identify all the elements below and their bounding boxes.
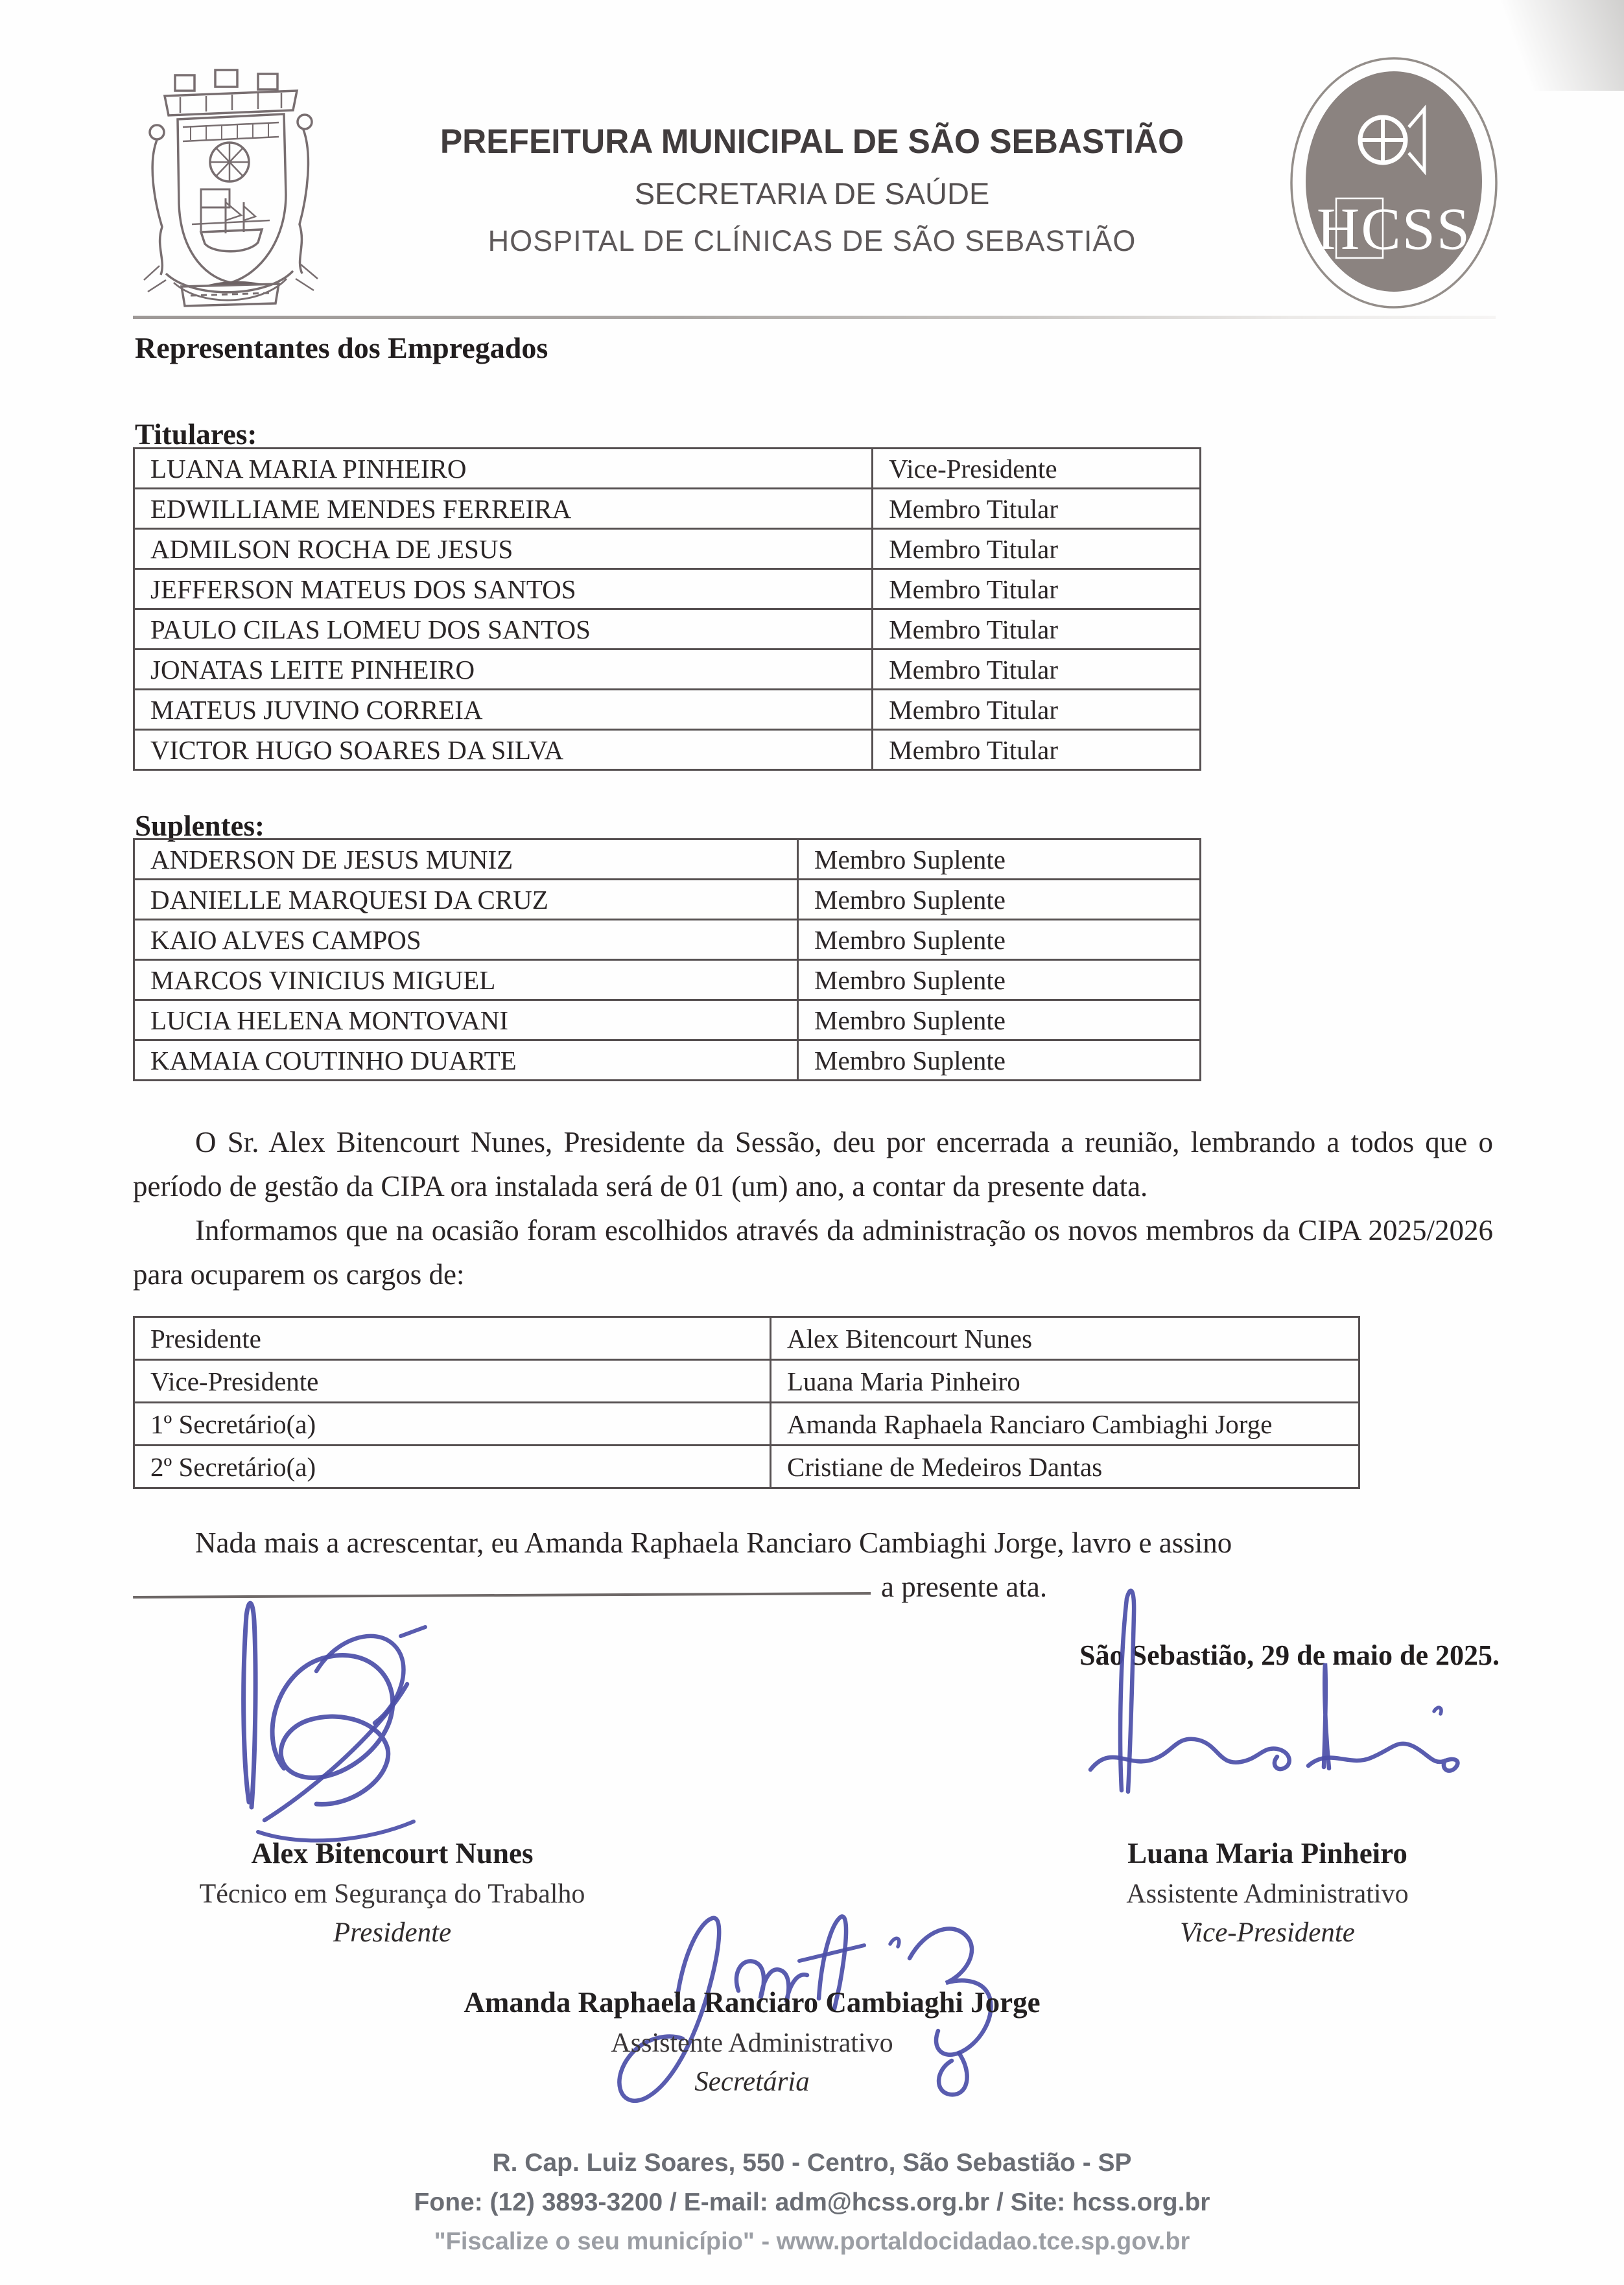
member-name-cell: JEFFERSON MATEUS DOS SANTOS xyxy=(134,569,873,609)
paragraph: O Sr. Alex Bitencourt Nunes, Presidente da Sessão, deu por encerrada a reunião, lembrando a todos que o período de gestão da CIPA ora instalada será de 01 (um) ano, a contar da presente data. xyxy=(133,1126,1493,1202)
footer xyxy=(0,2143,1624,2262)
member-role-cell: Membro Suplente xyxy=(798,839,1201,880)
cargos-table xyxy=(133,1316,1360,1489)
logo-text: HCSS xyxy=(1316,196,1472,262)
table-row xyxy=(134,1360,1359,1403)
table-row xyxy=(134,449,1201,489)
member-name-cell: JONATAS LEITE PINHEIRO xyxy=(134,650,873,690)
footer-slogan: "Fiscalize o seu município" - www.portaldocidadao.tce.sp.gov.br xyxy=(434,2228,1190,2255)
member-role-cell: Membro Titular xyxy=(873,690,1201,730)
signature-alex xyxy=(187,1574,491,1859)
table-row xyxy=(134,609,1201,650)
municipal-coat-of-arms-icon xyxy=(128,57,336,323)
body-paragraphs xyxy=(133,1120,1493,1296)
table-row xyxy=(134,569,1201,609)
cargo-cell: 1º Secretário(a) xyxy=(134,1403,771,1446)
cargo-cell: Vice-Presidente xyxy=(134,1360,771,1403)
table-row xyxy=(134,650,1201,690)
table-row xyxy=(134,920,1201,960)
signature-block-vice-presidente xyxy=(998,1836,1536,1949)
member-role-cell: Membro Titular xyxy=(873,730,1201,770)
paragraph: Informamos que na ocasião foram escolhidos através da administração os novos membros da CIPA 2025/2026 para ocuparem os cargos de: xyxy=(133,1214,1493,1291)
member-name-cell: MARCOS VINICIUS MIGUEL xyxy=(134,960,798,1000)
member-name-cell: LUCIA HELENA MONTOVANI xyxy=(134,1000,798,1040)
nome-cell: Amanda Raphaela Ranciaro Cambiaghi Jorge xyxy=(771,1403,1359,1446)
table-row xyxy=(134,960,1201,1000)
titulares-table xyxy=(133,447,1201,771)
signer-name: Alex Bitencourt Nunes xyxy=(251,1837,534,1869)
table-row xyxy=(134,690,1201,730)
member-role-cell: Membro Suplente xyxy=(798,920,1201,960)
member-name-cell: DANIELLE MARQUESI DA CRUZ xyxy=(134,880,798,920)
member-name-cell: ANDERSON DE JESUS MUNIZ xyxy=(134,839,798,880)
org-subtitle: SECRETARIA DE SAÚDE xyxy=(634,176,990,211)
member-name-cell: KAIO ALVES CAMPOS xyxy=(134,920,798,960)
member-role-cell: Membro Titular xyxy=(873,650,1201,690)
signer-name: Amanda Raphaela Ranciaro Cambiaghi Jorge xyxy=(464,1986,1041,2019)
member-role-cell: Membro Titular xyxy=(873,489,1201,529)
nome-cell: Alex Bitencourt Nunes xyxy=(771,1317,1359,1360)
table-row xyxy=(134,839,1201,880)
signer-name: Luana Maria Pinheiro xyxy=(1127,1837,1407,1869)
member-name-cell: ADMILSON ROCHA DE JESUS xyxy=(134,529,873,569)
signer-title: Presidente xyxy=(333,1917,452,1948)
signature-block-secretaria xyxy=(441,1986,1063,2098)
footer-contact: Fone: (12) 3893-3200 / E-mail: adm@hcss.org.br / Site: hcss.org.br xyxy=(414,2188,1210,2216)
member-name-cell: EDWILLIAME MENDES FERREIRA xyxy=(134,489,873,529)
signer-role: Técnico em Segurança do Trabalho xyxy=(199,1879,585,1909)
cargo-cell: 2º Secretário(a) xyxy=(134,1446,771,1488)
table-row xyxy=(134,1403,1359,1446)
member-name-cell: LUANA MARIA PINHEIRO xyxy=(134,449,873,489)
table-row xyxy=(134,489,1201,529)
table-row xyxy=(134,880,1201,920)
org-title: PREFEITURA MUNICIPAL DE SÃO SEBASTIÃO xyxy=(440,123,1184,161)
table-row xyxy=(134,1040,1201,1081)
table-row xyxy=(134,1317,1359,1360)
signer-title: Vice-Presidente xyxy=(1180,1917,1355,1948)
member-name-cell: VICTOR HUGO SOARES DA SILVA xyxy=(134,730,873,770)
member-role-cell: Membro Suplente xyxy=(798,960,1201,1000)
signer-role: Assistente Administrativo xyxy=(1126,1879,1409,1909)
signature-block-presidente xyxy=(133,1836,652,1949)
member-role-cell: Membro Titular xyxy=(873,569,1201,609)
member-role-cell: Membro Suplente xyxy=(798,880,1201,920)
member-role-cell: Membro Titular xyxy=(873,609,1201,650)
titulares-label: Titulares: xyxy=(135,418,257,451)
member-name-cell: PAULO CILAS LOMEU DOS SANTOS xyxy=(134,609,873,650)
date-line: São Sebastião, 29 de maio de 2025. xyxy=(1079,1639,1500,1671)
member-name-cell: KAMAIA COUTINHO DUARTE xyxy=(134,1040,798,1081)
member-name-cell: MATEUS JUVINO CORREIA xyxy=(134,690,873,730)
member-role-cell: Membro Suplente xyxy=(798,1040,1201,1081)
table-row xyxy=(134,1000,1201,1040)
closing-line-text: a presente ata. xyxy=(881,1571,1048,1603)
hcss-logo xyxy=(1286,54,1502,316)
signer-role: Assistente Administrativo xyxy=(611,2028,893,2058)
letterhead xyxy=(334,122,1290,258)
signature-luana xyxy=(1071,1571,1479,1805)
suplentes-label: Suplentes: xyxy=(135,810,265,842)
member-role-cell: Vice-Presidente xyxy=(873,449,1201,489)
nome-cell: Cristiane de Medeiros Dantas xyxy=(771,1446,1359,1488)
closing-line: Nada mais a acrescentar, eu Amanda Raphaela Ranciaro Cambiaghi Jorge, lavro e assino xyxy=(195,1527,1232,1559)
header-divider xyxy=(133,316,1496,319)
cargo-cell: Presidente xyxy=(134,1317,771,1360)
table-row xyxy=(134,529,1201,569)
nome-cell: Luana Maria Pinheiro xyxy=(771,1360,1359,1403)
footer-address: R. Cap. Luiz Soares, 550 - Centro, São Sebastião - SP xyxy=(492,2149,1132,2177)
member-role-cell: Membro Titular xyxy=(873,529,1201,569)
member-role-cell: Membro Suplente xyxy=(798,1000,1201,1040)
org-subtitle-2: HOSPITAL DE CLÍNICAS DE SÃO SEBASTIÃO xyxy=(488,224,1136,257)
suplentes-table xyxy=(133,838,1201,1081)
signer-title: Secretária xyxy=(694,2067,810,2097)
table-row xyxy=(134,1446,1359,1488)
section-title: Representantes dos Empregados xyxy=(135,331,548,364)
table-row xyxy=(134,730,1201,770)
